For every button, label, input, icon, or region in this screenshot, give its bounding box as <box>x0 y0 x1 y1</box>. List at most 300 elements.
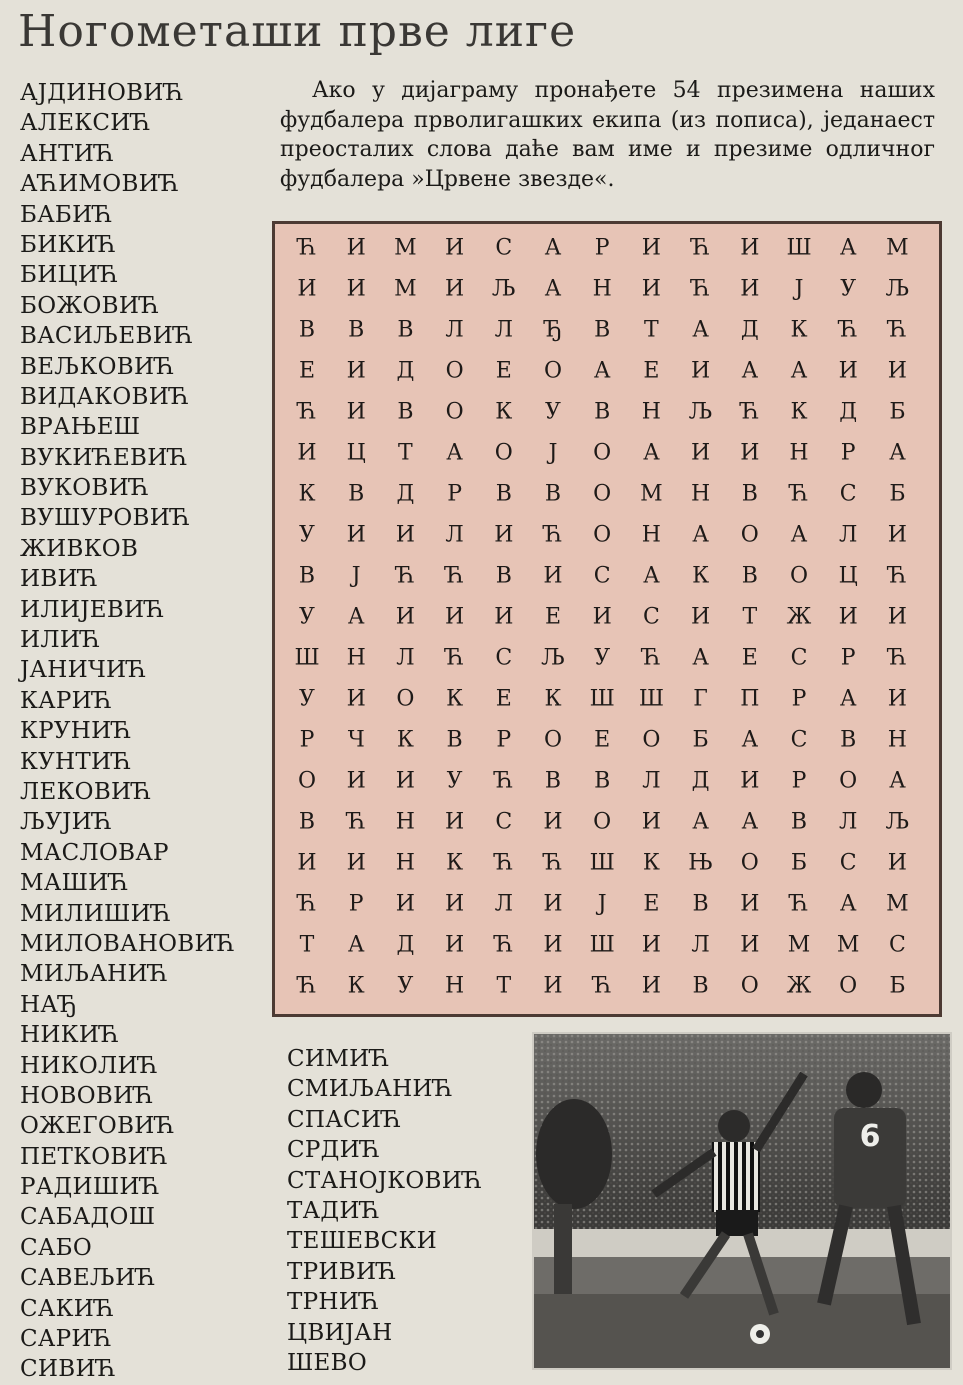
grid-letter: И <box>395 522 415 548</box>
grid-letter: А <box>790 522 808 548</box>
grid-letter: Ц <box>838 563 858 589</box>
grid-letter: В <box>692 973 709 999</box>
grid-letter: И <box>740 768 760 794</box>
grid-letter: Е <box>544 604 562 630</box>
grid-letter: К <box>396 727 414 753</box>
name-item: НИКИЋ <box>20 1022 120 1049</box>
grid-letter: Л <box>445 317 464 343</box>
grid-letter: И <box>691 358 711 384</box>
grid-letter: Д <box>691 768 710 794</box>
grid-letter: С <box>888 932 906 958</box>
grid-letter: И <box>346 850 366 876</box>
name-item: ШЕВО <box>287 1349 367 1376</box>
grid-letter: М <box>836 932 860 958</box>
name-item: ТРИВИЋ <box>287 1258 397 1285</box>
grid-letter: Ћ <box>740 399 760 425</box>
grid-letter: И <box>641 932 661 958</box>
grid-letter: Е <box>741 645 758 671</box>
grid-letter: А <box>839 891 857 917</box>
grid-letter: С <box>495 235 513 261</box>
grid-letter: А <box>692 645 709 671</box>
grid-letter: О <box>593 440 612 466</box>
grid-letter: И <box>543 563 563 589</box>
grid-letter: Ш <box>294 645 320 671</box>
grid-letter: Т <box>742 604 758 630</box>
grid-letter: И <box>740 932 760 958</box>
name-item: ЦВИЈАН <box>287 1319 393 1346</box>
grid-letter: Н <box>641 522 661 548</box>
grid-letter: И <box>641 235 661 261</box>
grid-letter: И <box>740 440 760 466</box>
grid-letter: И <box>887 522 907 548</box>
grid-letter: В <box>594 317 611 343</box>
name-item: ВЕЉКОВИЋ <box>20 353 175 380</box>
grid-letter: О <box>593 809 612 835</box>
grid-letter: Т <box>644 317 659 343</box>
grid-letter: Н <box>691 481 711 507</box>
grid-letter: Ћ <box>494 932 514 958</box>
grid-letter: Б <box>889 481 906 507</box>
name-item: МАШИЋ <box>20 870 129 897</box>
grid-letter: А <box>790 358 808 384</box>
grid-letter: В <box>298 809 316 835</box>
grid-letter: О <box>740 973 759 999</box>
instructions-text: Ако у дијаграму пронађете 54 презимена наших фудбалера прволигашких екипа (из пописа), једанаест преосталих слова даће вам име и презиме одличног фудбалера »Црвене звезде«. <box>280 78 935 192</box>
grid-letter: Ј <box>548 440 558 466</box>
grid-letter: И <box>297 850 317 876</box>
name-item: МИЛИШИЋ <box>20 900 172 927</box>
grid-letter: А <box>839 235 857 261</box>
name-item: ЈАНИЧИЋ <box>20 657 147 684</box>
grid-letter: Л <box>839 522 858 548</box>
grid-letter: Ћ <box>887 645 907 671</box>
grid-letter: И <box>641 276 661 302</box>
grid-letter: С <box>790 727 808 753</box>
grid-letter: А <box>741 358 759 384</box>
grid-letter: И <box>887 358 907 384</box>
grid-letter: Љ <box>541 645 565 671</box>
grid-letter: А <box>839 686 857 712</box>
grid-letter: А <box>347 604 365 630</box>
name-item: СРДИЋ <box>287 1137 381 1164</box>
grid-letter: И <box>395 604 415 630</box>
grid-letter: Ћ <box>691 235 711 261</box>
grid-letter: Н <box>887 727 907 753</box>
grid-letter: Ш <box>589 686 615 712</box>
name-item: ИЛИЋ <box>20 627 101 654</box>
name-item: РАДИШИЋ <box>20 1174 161 1201</box>
grid-letter: В <box>348 317 365 343</box>
name-item: ВУКОВИЋ <box>20 475 150 502</box>
grid-letter: В <box>298 563 316 589</box>
grid-letter: Б <box>790 850 808 876</box>
grid-letter: А <box>692 809 709 835</box>
grid-letter: Е <box>643 358 660 384</box>
name-item: МАСЛОВАР <box>20 839 169 866</box>
grid-letter: К <box>692 563 710 589</box>
grid-letter: М <box>640 481 663 507</box>
grid-letter: С <box>495 809 513 835</box>
grid-letter: С <box>839 481 857 507</box>
grid-letter: Ћ <box>494 768 514 794</box>
name-item: ВАСИЉЕВИЋ <box>20 323 194 350</box>
grid-letter: О <box>593 481 612 507</box>
grid-letter: Н <box>789 440 809 466</box>
grid-letter: И <box>346 399 366 425</box>
grid-letter: Л <box>494 317 513 343</box>
grid-letter: С <box>642 604 660 630</box>
grid-letter: И <box>494 522 514 548</box>
grid-letter: Ћ <box>494 850 514 876</box>
grid-letter: Ц <box>346 440 366 466</box>
football-photo <box>532 1032 952 1370</box>
grid-letter: Ћ <box>789 891 809 917</box>
grid-letter: Љ <box>885 276 910 302</box>
grid-letter: Ћ <box>789 481 809 507</box>
grid-letter: Ћ <box>395 563 415 589</box>
grid-letter: И <box>838 358 858 384</box>
grid-letter: И <box>445 276 465 302</box>
grid-letter: И <box>346 276 366 302</box>
grid-letter: Ћ <box>887 563 907 589</box>
name-list-left <box>20 78 270 1385</box>
grid-letter: В <box>594 768 611 794</box>
name-item: САБАДОШ <box>20 1204 156 1231</box>
grid-letter: В <box>544 768 562 794</box>
grid-letter: Л <box>642 768 661 794</box>
grid-letter: И <box>592 604 612 630</box>
name-item: ЖИВКОВ <box>20 535 139 562</box>
grid-letter: Ћ <box>887 317 907 343</box>
name-item: СПАСИЋ <box>287 1106 402 1133</box>
name-item: СТАНОЈКОВИЋ <box>287 1167 483 1194</box>
grid-letter: М <box>394 276 417 302</box>
grid-letters <box>275 224 939 1014</box>
grid-letter: Љ <box>885 809 910 835</box>
grid-letter: И <box>691 440 711 466</box>
grid-letter: Ј <box>794 276 804 302</box>
grid-letter: В <box>790 809 808 835</box>
grid-letter: К <box>544 686 562 712</box>
name-item: ЛЕКОВИЋ <box>20 778 152 805</box>
name-item: ВИДАКОВИЋ <box>20 383 190 410</box>
grid-letter: И <box>740 276 760 302</box>
football-scene-illustration <box>534 1034 950 1368</box>
grid-letter: Е <box>643 891 660 917</box>
grid-letter: В <box>298 317 316 343</box>
grid-letter: И <box>543 973 563 999</box>
grid-letter: И <box>887 850 907 876</box>
grid-letter: Ч <box>347 727 365 753</box>
name-item: НАЂ <box>20 991 77 1018</box>
grid-letter: А <box>741 809 759 835</box>
grid-letter: Т <box>496 973 512 999</box>
grid-letter: К <box>446 686 464 712</box>
grid-letter: К <box>298 481 316 507</box>
name-item: БОЖОВИЋ <box>20 292 160 319</box>
grid-letter: Ј <box>597 891 607 917</box>
grid-letter: И <box>543 809 563 835</box>
grid-letter: А <box>347 932 365 958</box>
grid-letter: В <box>495 481 512 507</box>
name-item: КУНТИЋ <box>20 748 132 775</box>
name-item: КАРИЋ <box>20 687 113 714</box>
name-item: СИВИЋ <box>20 1356 117 1383</box>
grid-letter: О <box>740 850 759 876</box>
grid-letter: Ћ <box>691 276 711 302</box>
name-item: САРИЋ <box>20 1326 113 1353</box>
grid-letter: О <box>593 522 612 548</box>
grid-letter: А <box>446 440 463 466</box>
grid-letter: У <box>299 522 315 548</box>
grid-letter: Б <box>889 399 906 425</box>
grid-letter: А <box>643 440 660 466</box>
name-item: ТАДИЋ <box>287 1197 381 1224</box>
grid-letter: М <box>787 932 811 958</box>
grid-letter: М <box>886 891 909 917</box>
grid-letter: И <box>395 891 415 917</box>
grid-letter: П <box>740 686 760 712</box>
grid-letter: И <box>887 604 907 630</box>
grid-letter: Ш <box>589 850 615 876</box>
grid-letter: К <box>347 973 365 999</box>
grid-letter: Ћ <box>543 522 563 548</box>
grid-letter: Б <box>692 727 709 753</box>
grid-letter: В <box>348 481 365 507</box>
grid-letter: О <box>445 358 464 384</box>
grid-letter: Д <box>396 932 415 958</box>
grid-letter: Ж <box>786 973 812 999</box>
name-item: ТЕШЕВСКИ <box>287 1228 437 1255</box>
grid-letter: И <box>445 891 465 917</box>
grid-letter: С <box>593 563 611 589</box>
grid-letter: И <box>691 604 711 630</box>
grid-letter: Љ <box>688 399 713 425</box>
grid-letter: О <box>789 563 809 589</box>
grid-letter: И <box>543 891 563 917</box>
grid-letter: Ђ <box>544 317 562 343</box>
grid-letter: Е <box>298 358 316 384</box>
grid-letter: Т <box>398 440 413 466</box>
name-item: АЋИМОВИЋ <box>20 171 180 198</box>
grid-letter: А <box>544 276 562 302</box>
grid-letter: Е <box>495 358 512 384</box>
name-item: АЛЕКСИЋ <box>20 110 152 137</box>
name-item: ВУШУРОВИЋ <box>20 505 191 532</box>
grid-letter: Ж <box>786 604 812 630</box>
grid-letter: И <box>346 358 366 384</box>
grid-letter: Д <box>839 399 858 425</box>
grid-letter: А <box>889 768 906 794</box>
grid-letter: У <box>594 645 611 671</box>
name-list-right <box>287 1044 517 1378</box>
name-item: МИЛОВАНОВИЋ <box>20 930 236 957</box>
grid-letter: А <box>643 563 660 589</box>
grid-letter: Н <box>641 399 661 425</box>
grid-letter: У <box>299 686 315 712</box>
grid-letter: В <box>544 481 562 507</box>
grid-letter: Ш <box>589 932 615 958</box>
grid-letter: О <box>445 399 464 425</box>
grid-letter: В <box>692 891 709 917</box>
grid-letter: И <box>346 686 366 712</box>
grid-letter: И <box>297 440 317 466</box>
grid-letter: Ћ <box>445 645 465 671</box>
grid-letter: О <box>839 973 858 999</box>
grid-letter: К <box>790 317 808 343</box>
grid-letter: М <box>394 235 417 261</box>
grid-letter: Р <box>791 686 807 712</box>
grid-letter: Л <box>396 645 415 671</box>
grid-letter: Ћ <box>297 235 317 261</box>
name-item: ВУКИЋЕВИЋ <box>20 444 188 471</box>
grid-letter: И <box>346 768 366 794</box>
grid-letter: Њ <box>688 850 713 876</box>
grid-letter: Ј <box>351 563 361 589</box>
grid-letter: И <box>445 809 465 835</box>
grid-letter: Д <box>740 317 759 343</box>
grid-letter: И <box>445 932 465 958</box>
grid-letter: Ш <box>638 686 664 712</box>
grid-letter: О <box>297 768 317 794</box>
grid-letter: В <box>840 727 857 753</box>
grid-letter: К <box>790 399 808 425</box>
name-item: САВЕЉИЋ <box>20 1265 156 1292</box>
grid-letter: Л <box>839 809 858 835</box>
grid-letter: У <box>446 768 463 794</box>
grid-letter: С <box>495 645 513 671</box>
name-item: МИЉАНИЋ <box>20 961 169 988</box>
grid-letter: В <box>594 399 611 425</box>
grid-letter: Н <box>395 809 415 835</box>
grid-letter: Н <box>395 850 415 876</box>
grid-letter: О <box>740 522 759 548</box>
grid-letter: Л <box>494 891 513 917</box>
grid-letter: А <box>692 317 709 343</box>
grid-letter: С <box>790 645 808 671</box>
grid-letter: Љ <box>491 276 516 302</box>
grid-letter: В <box>495 563 512 589</box>
grid-letter: Р <box>594 235 610 261</box>
grid-letter: И <box>297 276 317 302</box>
name-item: НОВОВИЋ <box>20 1082 154 1109</box>
name-item: ИЛИЈЕВИЋ <box>20 596 165 623</box>
name-item: БАБИЋ <box>20 201 113 228</box>
grid-letter: И <box>838 604 858 630</box>
jersey-number: 6 <box>859 1119 881 1154</box>
grid-letter: Д <box>396 358 415 384</box>
grid-letter: О <box>494 440 513 466</box>
name-item: БИЦИЋ <box>20 262 119 289</box>
grid-letter: Б <box>889 973 906 999</box>
name-item: ОЖЕГОВИЋ <box>20 1113 175 1140</box>
grid-letter: Н <box>592 276 612 302</box>
name-item: АЈДИНОВИЋ <box>20 80 185 106</box>
grid-letter: Д <box>396 481 415 507</box>
grid-letter: В <box>741 481 758 507</box>
grid-letter: О <box>543 727 563 753</box>
grid-letter: О <box>642 727 661 753</box>
name-item: ВРАЊЕШ <box>20 414 141 441</box>
grid-letter: Ћ <box>445 563 465 589</box>
grid-letter: Ћ <box>838 317 858 343</box>
grid-letter: И <box>543 932 563 958</box>
name-item: ТРНИЋ <box>287 1289 380 1316</box>
grid-letter: Ћ <box>297 891 317 917</box>
grid-letter: И <box>740 891 760 917</box>
grid-letter: К <box>495 399 513 425</box>
grid-letter: В <box>397 317 414 343</box>
grid-letter: Г <box>693 686 708 712</box>
grid-letter: А <box>593 358 611 384</box>
name-item: КРУНИЋ <box>20 718 132 745</box>
grid-letter: С <box>839 850 857 876</box>
grid-letter: Р <box>791 768 807 794</box>
grid-letter: М <box>886 235 909 261</box>
grid-letter: О <box>543 358 563 384</box>
grid-letter: А <box>889 440 906 466</box>
grid-letter: У <box>840 276 857 302</box>
grid-letter: И <box>346 522 366 548</box>
name-item: СИМИЋ <box>287 1046 390 1072</box>
word-search-grid <box>272 221 942 1017</box>
page-title: Ногометаши прве лиге <box>18 6 577 57</box>
grid-letter: Р <box>299 727 315 753</box>
grid-letter: И <box>641 973 661 999</box>
grid-letter: И <box>887 686 907 712</box>
grid-letter: Е <box>594 727 611 753</box>
grid-letter: Ћ <box>297 399 317 425</box>
name-item: ЉУЈИЋ <box>20 809 113 836</box>
grid-letter: Н <box>346 645 366 671</box>
grid-letter: В <box>741 563 758 589</box>
grid-letter: Е <box>495 686 512 712</box>
grid-letter: И <box>445 235 465 261</box>
grid-letter: Р <box>840 645 856 671</box>
grid-letter: К <box>642 850 660 876</box>
grid-letter: Л <box>691 932 710 958</box>
name-item: АНТИЋ <box>20 140 115 167</box>
grid-letter: Ћ <box>346 809 366 835</box>
grid-letter: Р <box>496 727 512 753</box>
grid-letter: И <box>395 768 415 794</box>
grid-letter: Р <box>447 481 463 507</box>
grid-letter: О <box>396 686 415 712</box>
grid-letter: Р <box>840 440 856 466</box>
grid-letter: У <box>299 604 315 630</box>
name-item: НИКОЛИЋ <box>20 1052 159 1079</box>
name-item: СМИЉАНИЋ <box>287 1076 454 1103</box>
grid-letter: Ш <box>786 235 812 261</box>
grid-letter: У <box>545 399 561 425</box>
grid-letter: Ћ <box>297 973 317 999</box>
grid-letter: Ћ <box>641 645 661 671</box>
grid-letter: Н <box>445 973 465 999</box>
grid-letter: У <box>397 973 414 999</box>
grid-letter: Ћ <box>592 973 612 999</box>
name-item: БИКИЋ <box>20 231 117 258</box>
grid-letter: А <box>741 727 759 753</box>
grid-letter: А <box>692 522 709 548</box>
grid-letter: И <box>740 235 760 261</box>
grid-letter: Р <box>348 891 364 917</box>
grid-letter: О <box>839 768 858 794</box>
grid-letter: К <box>446 850 464 876</box>
grid-letter: Ћ <box>543 850 563 876</box>
grid-letter: И <box>494 604 514 630</box>
name-item: ПЕТКОВИЋ <box>20 1143 169 1170</box>
grid-letter: И <box>346 235 366 261</box>
